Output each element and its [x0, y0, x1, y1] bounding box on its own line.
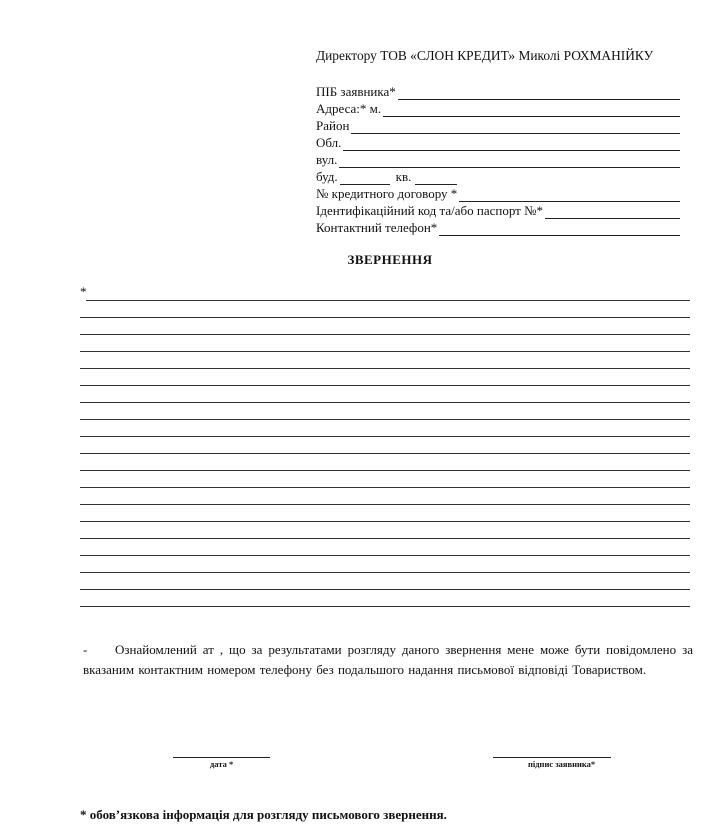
- region-blank: [343, 138, 680, 151]
- apartment-label: кв.: [395, 169, 412, 184]
- date-line: [173, 757, 270, 758]
- ruled-line: [80, 504, 690, 505]
- field-id-code: [316, 202, 680, 219]
- ruled-line: [80, 351, 690, 352]
- acknowledgement-text: Ознайомлений ат , що за результатами розгляду даного звернення мене може бути повідомлено за вказаним контактним номером телефону без подальшого надання письмової відповіді Товариством.: [83, 642, 693, 677]
- ruled-line: [80, 538, 690, 539]
- ruled-line: [80, 385, 690, 386]
- field-region: [316, 134, 680, 151]
- ruled-line: [80, 334, 690, 335]
- date-label: дата *: [210, 759, 234, 769]
- signature-label: підпис заявника*: [528, 759, 596, 769]
- acknowledgement-dash: -: [83, 642, 88, 657]
- ruled-line: [80, 589, 690, 590]
- field-district: [316, 117, 680, 134]
- address-label: Адреса:* м.: [316, 101, 382, 116]
- body-required-mark: *: [80, 284, 87, 299]
- ruled-line: [80, 436, 690, 437]
- field-contract-no: [316, 185, 680, 202]
- field-street: [316, 151, 680, 168]
- contract-no-blank: [459, 189, 680, 202]
- ruled-line: [80, 606, 690, 607]
- ruled-line: [80, 419, 690, 420]
- id-code-blank: [545, 206, 680, 219]
- phone-blank: [439, 223, 680, 236]
- street-blank: [339, 155, 680, 168]
- ruled-line: [80, 368, 690, 369]
- region-label: Обл.: [316, 135, 342, 150]
- ruled-line: [80, 470, 690, 471]
- street-label: вул.: [316, 152, 338, 167]
- ruled-line: [80, 317, 690, 318]
- field-building: [316, 168, 680, 185]
- phone-label: Контактний телефон*: [316, 220, 438, 235]
- ruled-line: [86, 300, 690, 301]
- applicant-name-blank: [398, 87, 680, 100]
- addressee-line: Директору ТОВ «СЛОН КРЕДИТ» Миколі РОХМАНІЙКУ: [316, 48, 654, 63]
- contract-no-label: № кредитного договору *: [316, 186, 458, 201]
- ruled-line: [80, 555, 690, 556]
- address-blank: [383, 104, 680, 117]
- signature-line: [493, 757, 611, 758]
- id-code-label: Ідентифікаційний код та/або паспорт №*: [316, 203, 543, 218]
- ruled-line: [80, 572, 690, 573]
- ruled-line: [80, 487, 690, 488]
- applicant-fields: [316, 83, 680, 236]
- ruled-line: [80, 402, 690, 403]
- district-label: Район: [316, 118, 350, 133]
- ruled-line: [80, 453, 690, 454]
- field-phone: [316, 219, 680, 236]
- building-label: буд.: [316, 169, 338, 184]
- ruled-line: [80, 521, 690, 522]
- field-applicant-name: [316, 83, 680, 100]
- applicant-name-label: ПІБ заявника*: [316, 84, 396, 99]
- document-title: ЗВЕРНЕННЯ: [347, 252, 433, 267]
- field-address: [316, 100, 680, 117]
- apartment-blank: [415, 172, 457, 185]
- acknowledgement-paragraph: [83, 640, 693, 680]
- building-blank: [340, 172, 390, 185]
- district-blank: [351, 121, 680, 134]
- required-info-footnote: * обов’язкова інформація для розгляду письмового звернення.: [80, 807, 447, 822]
